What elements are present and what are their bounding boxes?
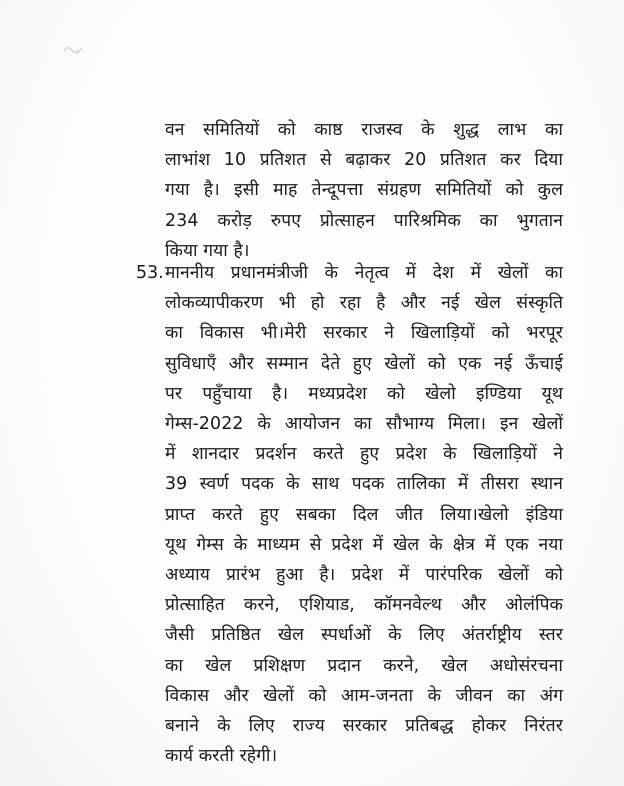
text-line: माननीय प्रधानमंत्रीजी के नेतृत्व में देश में खेलों का bbox=[165, 263, 563, 283]
text-line: प्राप्त करते हुए सबका दिल जीत लिया।खेलो इंडिया bbox=[165, 504, 563, 525]
text-line: यूथ गेम्स के माध्यम से प्रदेश में खेल के क्षेत्र में एक नया bbox=[165, 534, 563, 555]
text-line: में शानदार प्रदर्शन करते हुए प्रदेश के खिलाड़ियों ने bbox=[165, 444, 563, 465]
text-line: सुविधाएँ और सम्मान देते हुए खेलों को एक नई ऊँचाई bbox=[165, 353, 563, 374]
text-line: जैसी प्रतिष्ठित खेल स्पर्धाओं के लिए अंतर्राष्ट्रीय स्तर bbox=[165, 625, 563, 646]
text-line: 234 करोड़ रुपए प्रोत्साहन पारिश्रमिक का भुगतान bbox=[165, 210, 563, 231]
text-line: 39 स्वर्ण पदक के साथ पदक तालिका में तीसरा स्थान bbox=[165, 474, 563, 495]
paragraph-53 bbox=[165, 258, 563, 771]
text-line: विकास और खेलों को आम-जनता के जीवन का अंग bbox=[165, 685, 563, 706]
text-line: प्रोत्साहित करने, एशियाड, कॉमनवेल्थ और ओलंपिक bbox=[165, 595, 563, 616]
text-line: पर पहुँचाया है। मध्यप्रदेश को खेलो इण्डिया यूथ bbox=[165, 383, 563, 404]
scan-artifact-mark bbox=[62, 42, 84, 56]
text-line: किया गया है। bbox=[165, 240, 250, 261]
text-line: गेम्स-2022 के आयोजन का सौभाग्य मिला। इन खेलों bbox=[165, 414, 563, 435]
text-line: गया है। इसी माह तेन्दूपत्ता संग्रहण समितियों को कुल bbox=[165, 180, 563, 201]
text-line: बनाने के लिए राज्य सरकार प्रतिबद्ध होकर निरंतर bbox=[165, 716, 563, 737]
paragraph-number: 53. bbox=[136, 263, 164, 283]
text-line: का विकास भी।मेरी सरकार ने खिलाड़ियों को भरपूर bbox=[165, 323, 563, 344]
text-line: लोकव्यापीकरण भी हो रहा है और नई खेल संस्कृति bbox=[165, 293, 563, 314]
text-line: अध्याय प्रारंभ हुआ है। प्रदेश में पारंपरिक खेलों को bbox=[165, 565, 563, 586]
text-line: वन समितियों को काष्ठ राजस्व के शुद्ध लाभ का bbox=[165, 120, 563, 140]
paragraph-continuation bbox=[165, 115, 563, 266]
text-line: कार्य करती रहेगी। bbox=[165, 746, 278, 767]
text-line: का खेल प्रशिक्षण प्रदान करने, खेल अधोसंरचना bbox=[165, 655, 563, 676]
text-line: लाभांश 10 प्रतिशत से बढ़ाकर 20 प्रतिशत कर दिया bbox=[165, 150, 563, 171]
